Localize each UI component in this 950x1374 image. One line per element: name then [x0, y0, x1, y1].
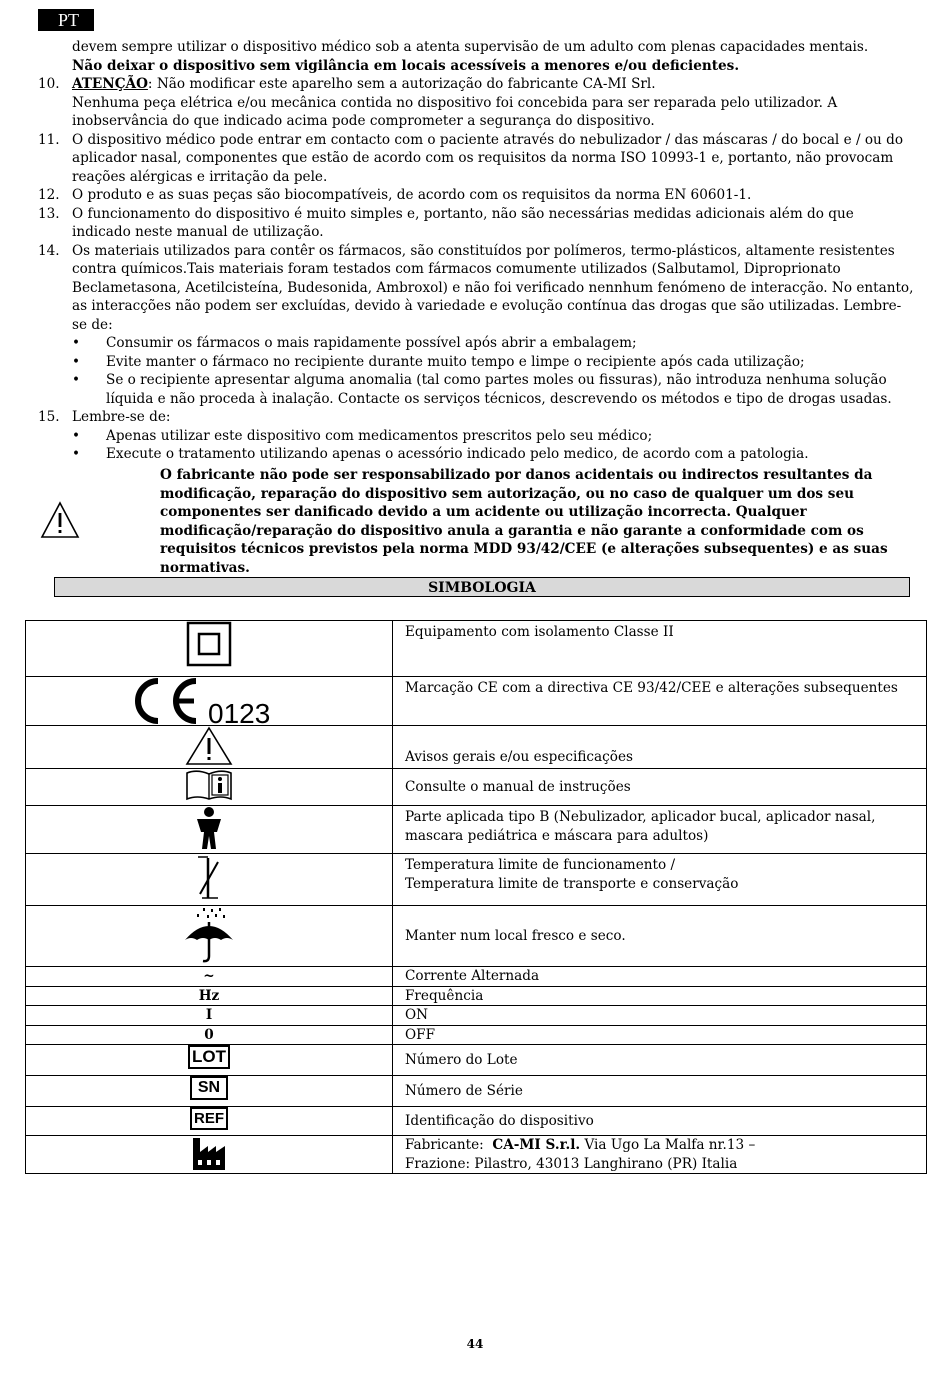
description-cell: Equipamento com isolamento Classe II — [393, 621, 927, 677]
serial-number-icon: SN — [190, 1076, 228, 1100]
item-13 — [38, 205, 914, 242]
item-text-continued: Nenhuma peça elétrica e/ou mecânica contida no dispositivo foi concebida para ser reparada pelo utilizador. A inobservância do que indicado acima pode comprometer a segurança do dispositivo. — [72, 94, 838, 129]
table-row — [26, 906, 927, 967]
bullet-icon: • — [72, 335, 81, 351]
description-cell: OFF — [393, 1025, 927, 1045]
intro-line: devem sempre utilizar o dispositivo médico sob a atenta supervisão de um adulto com plenas capacidades mentais. — [72, 39, 869, 55]
description-cell: Identificação do dispositivo — [393, 1107, 927, 1136]
manufacturer-address-line2: Frazione: Pilastro, 43013 Langhirano (PR) Italia — [405, 1155, 738, 1172]
symbol-cell — [26, 726, 393, 769]
bullet-text: Apenas utilizar este dispositivo com medicamentos prescritos pelo seu médico; — [106, 427, 653, 444]
temperature-storage-text: Temperatura limite de transporte e conservação — [405, 875, 739, 892]
item-14 — [38, 242, 914, 335]
item-15 — [38, 408, 914, 427]
item-10 — [38, 75, 914, 131]
description-cell: Parte aplicada tipo B (Nebulizador, aplicador bucal, aplicador nasal, mascara pediátrica e máscara para adultos) — [393, 806, 927, 854]
ce-notified-body-number: 0123 — [208, 698, 271, 725]
table-row — [26, 854, 927, 906]
table-row — [26, 986, 927, 1006]
table-row — [26, 1025, 927, 1045]
bullet-text: Evite manter o fármaco no recipiente durante muito tempo e limpe o recipiente após cada utilização; — [106, 353, 805, 370]
item-number: 12. — [38, 187, 60, 203]
item-number: 14. — [38, 242, 60, 259]
item-11 — [38, 131, 914, 187]
table-row — [26, 677, 927, 726]
item-12 — [38, 186, 914, 205]
table-row — [26, 967, 927, 987]
symbol-cell — [26, 906, 393, 967]
symbol-cell — [26, 1136, 393, 1174]
manufacturer-line — [405, 1136, 926, 1155]
list-item — [38, 445, 914, 464]
item-text: O produto e as suas peças são biocompatíveis, de acordo com os requisitos da norma EN 60601-1. — [72, 187, 752, 203]
bullet-icon: • — [72, 372, 81, 388]
item-number: 10. — [38, 76, 60, 92]
table-row — [26, 769, 927, 806]
bullet-text: Se o recipiente apresentar alguma anomalia (tal como partes moles ou fissuras), não introduza nenhuma solução líquida e não proceda à inalação. Contacte os serviços técnicos, descrevendo os métodos e tipo de drogas usadas. — [106, 372, 892, 407]
symbol-cell — [26, 1045, 393, 1076]
symbol-cell — [26, 1076, 393, 1107]
symbol-cell — [26, 854, 393, 906]
language-tab: PT — [38, 9, 94, 31]
description-cell: Avisos gerais e/ou especificações — [393, 726, 927, 769]
consult-manual-icon — [185, 769, 233, 801]
description-cell: Frequência — [393, 986, 927, 1006]
manufacturer-name: CA-MI S.r.l. — [492, 1137, 581, 1153]
symbol-cell — [26, 769, 393, 806]
bullet-text: Execute o tratamento utilizando apenas o acessório indicado pelo medico, de acordo com a patologia. — [106, 446, 809, 462]
item-number: 13. — [38, 205, 60, 222]
table-row — [26, 806, 927, 854]
atencao-label: ATENÇÃO — [72, 76, 148, 92]
list-item — [38, 334, 914, 353]
symbol-cell: Hz — [26, 986, 393, 1006]
symbology-title: SIMBOLOGIA — [54, 577, 910, 597]
class-ii-insulation-icon — [186, 621, 232, 667]
item-number: 11. — [38, 131, 60, 148]
description-cell — [393, 1136, 927, 1174]
symbol-cell: 0 — [26, 1025, 393, 1045]
reference-icon: REF — [190, 1107, 228, 1130]
symbol-cell: I — [26, 1006, 393, 1026]
item-text: O funcionamento do dispositivo é muito simples e, portanto, não são necessárias medidas adicionais além do que indicado neste manual de utilização. — [72, 205, 854, 240]
table-row — [26, 1076, 927, 1107]
keep-dry-umbrella-icon — [179, 906, 239, 964]
warning-triangle-icon — [185, 726, 233, 766]
list-item — [38, 353, 914, 372]
item-text: : Não modificar este aparelho sem a autorização do fabricante CA-MI Srl. — [147, 76, 656, 92]
description-cell: ON — [393, 1006, 927, 1026]
description-cell: Manter num local fresco e seco. — [393, 906, 927, 967]
page-number: 44 — [466, 1337, 484, 1351]
description-cell: Número de Série — [393, 1076, 927, 1107]
symbol-cell — [26, 677, 393, 726]
table-row — [26, 621, 927, 677]
table-row — [26, 726, 927, 769]
table-row — [26, 1045, 927, 1076]
description-cell: Corrente Alternada — [393, 967, 927, 987]
item-text: O dispositivo médico pode entrar em contacto com o paciente através do nebulizador / das máscaras / do bocal e / ou do aplicador nasal, componentes que estão de acordo com os requisitos da norma ISO 10993-1 e, portanto, não provocam reações alérgicas e irritação da pele. — [72, 131, 904, 185]
manufacturer-address: Via Ugo La Malfa nr.13 – — [580, 1137, 756, 1153]
lot-icon: LOT — [188, 1045, 230, 1069]
description-cell: Consulte o manual de instruções — [393, 769, 927, 806]
description-cell: Número do Lote — [393, 1045, 927, 1076]
table-row — [26, 1136, 927, 1174]
symbol-cell — [26, 806, 393, 854]
warning-text: O fabricante não pode ser responsabilizado por danos acidentais ou indirectos resultantes da modificação, reparação do dispositivo sem autorização, ou no caso de qualquer um dos seu componentes ser danificado devido a um acidente ou utilização incorrecta. Qualquer modificação/reparação do dispositivo anula a garantia e não garante a conformidade com os requisitos técnicos previstos pela norma MDD 93/42/CEE (e alterações subsequentes) e as suas normativas. — [160, 467, 888, 576]
bullet-icon: • — [72, 446, 81, 462]
temperature-operating-text: Temperatura limite de funcionamento / — [405, 857, 676, 873]
bullet-text: Consumir os fármacos o mais rapidamente possível após abrir a embalagem; — [106, 335, 637, 351]
bullet-icon: • — [72, 353, 81, 370]
warning-triangle-icon — [40, 500, 80, 540]
manufacturer-label: Fabricante: — [405, 1137, 493, 1153]
intro-warning-line: Não deixar o dispositivo sem vigilância em locais acessíveis a menores e/ou deficientes. — [72, 57, 740, 74]
table-row — [26, 1006, 927, 1026]
item-text: Lembre-se de: — [72, 409, 171, 425]
list-item — [38, 371, 914, 408]
list-item — [38, 427, 914, 446]
description-cell: Marcação CE com a directiva CE 93/42/CEE e alterações subsequentes — [393, 677, 927, 726]
bullet-icon: • — [72, 427, 81, 444]
manufacturer-icon — [191, 1136, 227, 1170]
warning-block — [38, 466, 914, 576]
table-row — [26, 1107, 927, 1136]
type-b-applied-part-icon — [193, 806, 225, 850]
instructions-body — [38, 38, 914, 464]
description-cell — [393, 854, 927, 906]
symbol-cell — [26, 621, 393, 677]
temperature-limit-icon — [194, 854, 224, 904]
symbol-cell: ~ — [26, 967, 393, 987]
item-text: Os materiais utilizados para contêr os fármacos, são constituídos por polímeros, termo-plásticos, altamente resistentes contra químicos.Tais materiais foram testados com fármacos comumente utilizados (Salbutamol, Diproprionato Beclametasona, Acetilcisteína, Budesonida, Ambroxol) e não foi verificado nennhum fenómeno de interacção. No entanto, as interacções não podem ser excluídas, devido à variedade e evolução contínua das drogas que são utilizadas. Lembre-se de: — [72, 242, 914, 333]
item-number: 15. — [38, 409, 60, 425]
symbol-cell — [26, 1107, 393, 1136]
symbols-table — [25, 620, 927, 1174]
ce-mark-icon — [134, 677, 284, 725]
